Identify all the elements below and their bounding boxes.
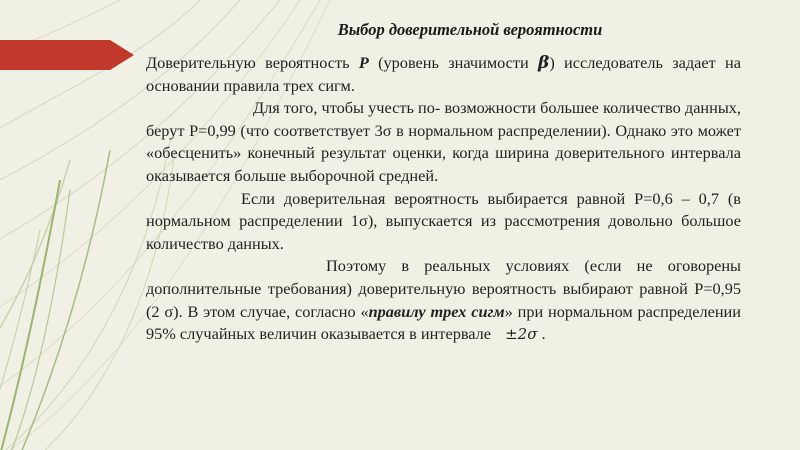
paragraph-4-text-a: Поэтому в реальных условиях (если не оговорены дополнительные требования) доверительную вероятность выбирают равной P=0,95 (2 σ). В этом случае, согласно « bbox=[146, 256, 741, 321]
paragraph-1-text-b: (уровень значимости bbox=[368, 53, 539, 72]
slide-title: Выбор доверительной вероятности bbox=[337, 20, 603, 39]
paragraph-1 bbox=[146, 52, 741, 97]
paragraph-4-text-b: » при нормальном распределении 95% случайных величин оказывается в интервале bbox=[146, 301, 741, 344]
slide-body bbox=[146, 52, 741, 346]
paragraph-4-text-c: . bbox=[537, 324, 546, 344]
probability-symbol: P bbox=[358, 53, 369, 72]
three-sigma-rule: правилу трех сигм bbox=[368, 301, 505, 321]
paragraph-1-text-c: ) исследователь задает на основании правила трех сигм. bbox=[146, 53, 741, 95]
interval-formula: ±2σ bbox=[505, 325, 538, 344]
beta-symbol: β bbox=[538, 53, 550, 73]
red-accent-arrow bbox=[0, 40, 134, 70]
paragraph-3: Если доверительная вероятность выбирается равной P=0,6 – 0,7 (в нормальном распределении 1σ), выпускается из рассмотрения довольно большое количество данных. bbox=[146, 188, 741, 253]
paragraph-4 bbox=[146, 255, 741, 345]
paragraph-2: Для того, чтобы учесть по- возможности большее количество данных, берут P=0,99 (что соответствует 3σ в нормальном распределении). Однако это может «обесценить» конечный результат оценки, когда ширина доверительного интервала оказывается больше выборочной средней. bbox=[146, 98, 741, 185]
paragraph-1-text-a: Доверительную вероятность bbox=[146, 53, 359, 72]
